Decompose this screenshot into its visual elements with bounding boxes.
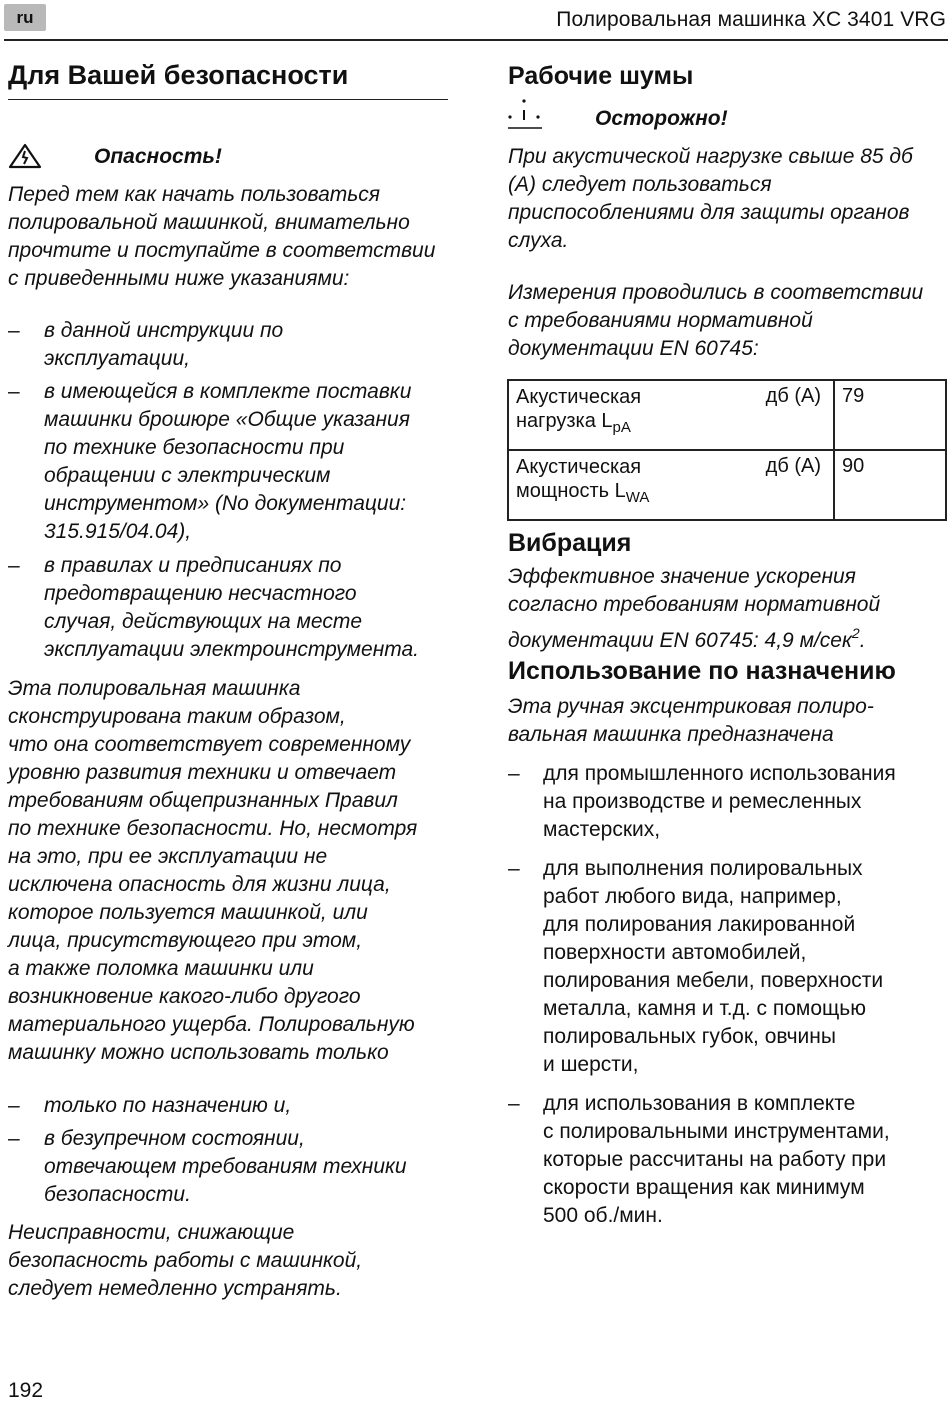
list-item: в правилах и предписаниях по предотвращению несчастного случая, действующих на месте эксплуатации электроинструмента.: [44, 554, 420, 661]
safety-intro: Перед тем как начать пользоваться полировальной машинкой, внимательно прочтите и поступайте в соответствии с приведенными ниже указаниями:: [8, 183, 436, 290]
vibration-paragraph: [508, 563, 948, 655]
acoustic-subscript: WA: [625, 489, 650, 506]
acoustic-subscript: pA: [612, 419, 631, 436]
acoustic-label-line1: Акустическая: [516, 456, 642, 478]
list-dash: –: [8, 1094, 20, 1117]
faults-paragraph: Неисправности, снижающие безопасность работы с машинкой, следует немедленно устранять.: [8, 1221, 363, 1300]
acoustic-label-line1: Акустическая: [516, 386, 642, 408]
list-dash: –: [508, 857, 520, 880]
acoustic-label-line2: нагрузка L: [516, 410, 613, 432]
list-dash: –: [8, 319, 20, 342]
noise-warning: При акустической нагрузке свыше 85 дб (A) следует пользоваться приспособлениями для защиты органов слуха.: [508, 145, 913, 252]
safety-heading: Для Вашей безопасности: [8, 60, 349, 90]
warning-triangle-icon: [8, 143, 42, 169]
intended-use-heading: Использование по назначению: [508, 657, 896, 685]
list-item: в безупречном состоянии, отвечающем требованиям техники безопасности.: [44, 1127, 407, 1206]
list-item: для выполнения полировальных работ любого вида, например, для полирования лакированной поверхности автомобилей, полирования мебели, поверхности металла, камня и т.д. с помощью полировальных губок, овчины и шерсти,: [543, 857, 884, 1076]
table-row: [508, 380, 946, 450]
language-badge: ru: [4, 4, 46, 31]
document-title: Полировальная машинка XC 3401 VRG: [556, 8, 946, 31]
intended-use-intro: Эта ручная эксцентриковая полиро- вальная машинка предназначена: [508, 695, 874, 746]
caution-label: Осторожно!: [595, 107, 728, 130]
table-cell-unit: дб (A): [724, 450, 834, 520]
list-item: для промышленного использования на производстве и ремесленных мастерских,: [543, 762, 896, 841]
page-header: [0, 0, 950, 40]
list-item: только по назначению и,: [44, 1094, 292, 1117]
noise-heading: Рабочие шумы: [508, 62, 694, 90]
table-row: [508, 450, 946, 520]
list-item: в данной инструкции по эксплуатации,: [44, 319, 284, 370]
table-cell-unit: дб (A): [724, 380, 834, 450]
design-paragraph: Эта полировальная машинка сконструирована таким образом, что она соответствует современному уровню развития техники и отвечает требованиям общепризнанных Правил по технике безопасности. Но, несмотря на это, при ее эксплуатации не исключена опасность для жизни лица, которое пользуется машинкой, или лица, присутствующего при этом, а также поломка машинки или возникновение какого-либо другого материального ущерба. Полировальную машинку можно использовать только: [8, 677, 418, 1064]
measurement-paragraph: Измерения проводились в соответствии с требованиями нормативной документации EN 60745:: [508, 281, 924, 360]
danger-label: Опасность!: [94, 145, 222, 168]
table-cell-label: [508, 380, 724, 450]
list-item: в имеющейся в комплекте поставки машинки брошюре «Общие указания по технике безопасности при обращении с электрическим инструментом» (No документации: 315.915/04.04),: [44, 380, 412, 543]
list-dash: –: [508, 1092, 520, 1115]
list-dash: –: [508, 762, 520, 785]
table-cell-label: [508, 450, 724, 520]
list-dash: –: [8, 380, 20, 403]
table-cell-value: 90: [834, 450, 946, 520]
vibration-text: Эффективное значение ускорения согласно требованиям нормативной документации EN 60745: 4,9 м/сек: [508, 565, 881, 652]
acoustic-table: [507, 379, 947, 521]
list-dash: –: [8, 1127, 20, 1150]
table-cell-value: 79: [834, 380, 946, 450]
page-number: 192: [8, 1379, 44, 1402]
vibration-heading: Вибрация: [508, 529, 632, 557]
list-item: для использования в комплекте с полировальными инструментами, которые рассчитаны на работу при скорости вращения как минимум 500 об./мин.: [543, 1092, 890, 1227]
safety-heading-rule: [8, 99, 448, 100]
vibration-end: .: [859, 629, 866, 652]
acoustic-label-line2: мощность L: [516, 480, 626, 502]
vibration-superscript: 2: [851, 625, 860, 641]
header-divider: [4, 39, 948, 41]
caution-dots-icon: [508, 98, 542, 132]
list-dash: –: [8, 554, 20, 577]
